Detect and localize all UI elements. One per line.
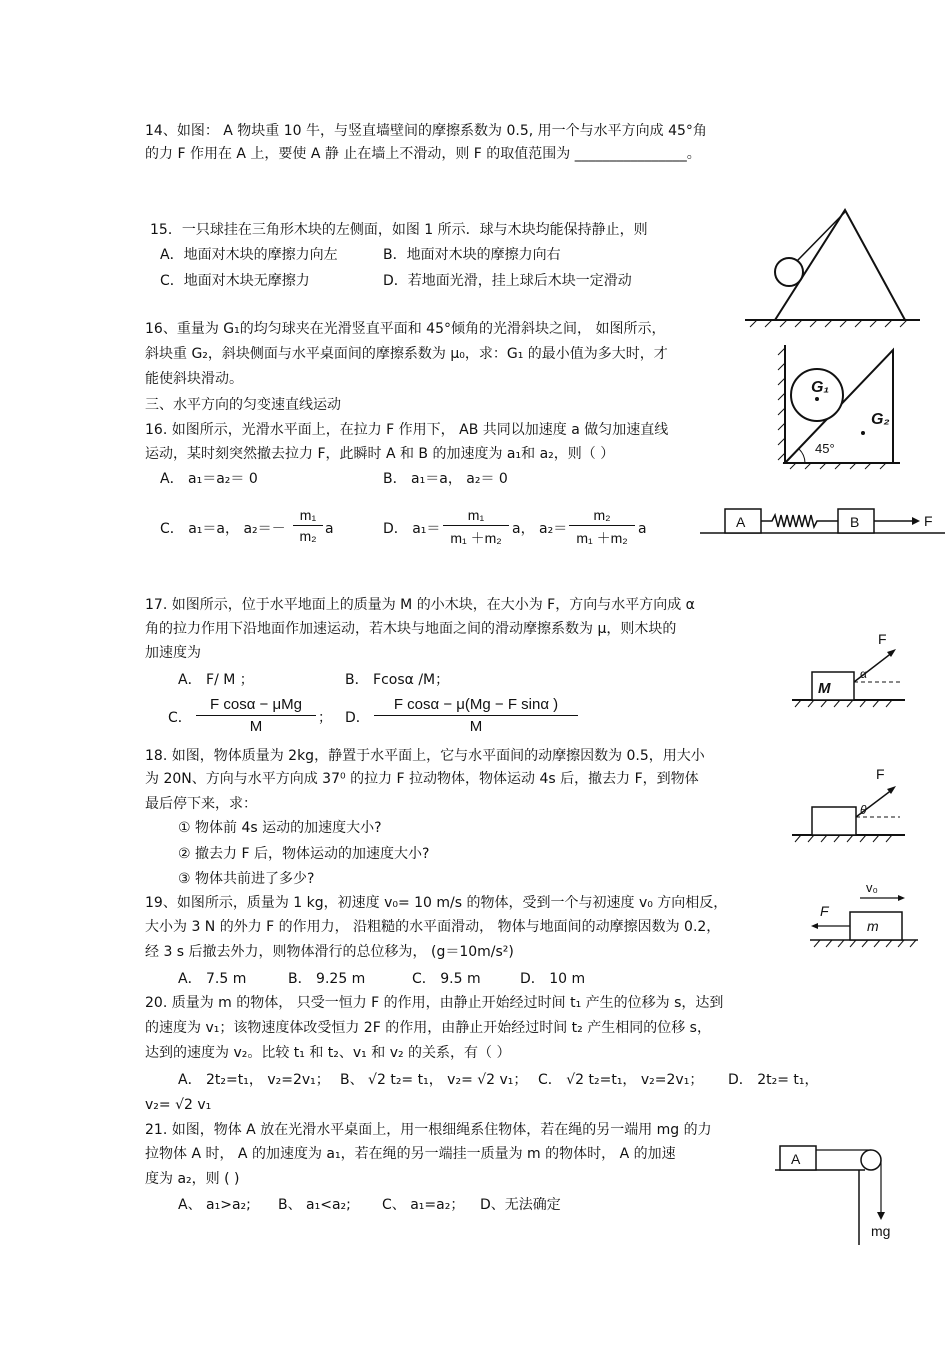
fraction-numerator: F cosα − μMg	[210, 696, 302, 713]
q16b-option-d-middle: a， a₂＝	[512, 521, 568, 537]
fraction-numerator: m₂	[593, 507, 611, 523]
q20-line1: 20. 质量为 m 的物体， 只受一恒力 F 的作用，由静止开始经过时间 t₁ 产生的位移为 s，达到	[145, 995, 724, 1011]
fraction-denominator: M	[469, 718, 483, 735]
q20-option-c: C． √2 t₂=t₁， v₂=2v₁；	[538, 1072, 704, 1088]
q16a-line1: 16、重量为 G₁的均匀球夹在光滑竖直平面和 45°倾角的光滑斜块之间， 如图所示，	[145, 321, 666, 337]
q16b-option-a: A． a₁＝a₂＝ 0	[160, 471, 258, 487]
q17-figure-block-pulled-at-angle	[790, 630, 915, 710]
q18-item-2: ② 撤去力 F 后，物体运动的加速度大小?	[178, 846, 430, 862]
q17-option-c-separator: ；	[318, 710, 332, 726]
q17-option-a: A． F/ M ；	[178, 672, 254, 688]
q18-item-3: ③ 物体共前进了多少?	[178, 871, 315, 887]
q14-line2: 的力 F 作用在 A 上，要使 A 静 止在墙上不滑动，则 F 的取值范围为 ________________。	[145, 146, 701, 162]
fig-weight-label: mg	[871, 1223, 891, 1239]
fig-g1-label: G₁	[811, 379, 830, 396]
fraction-denominator: M	[249, 718, 263, 735]
q17-line2: 角的拉力作用下沿地面作加速运动，若木块与地面之间的滑动摩擦系数为 μ，则木块的	[145, 621, 677, 637]
q17-option-c-fraction	[196, 696, 316, 735]
fig-force-label: F	[924, 513, 933, 529]
q15-stem: 15．一只球挂在三角形木块的左侧面，如图 1 所示．球与木块均能保持静止，则	[150, 222, 648, 238]
q17-line1: 17. 如图所示，位于水平地面上的质量为 M 的小木块，在大小为 F，方向与水平方向成 α	[145, 597, 695, 613]
q16b-option-d-prefix: D． a₁＝	[383, 521, 441, 537]
fig-theta-label: θ	[860, 803, 867, 817]
q18-line2: 为 20N、方向与水平方向成 37⁰ 的拉力 F 拉动物体，物体运动 4s 后，撤去力 F，到物体	[145, 771, 699, 787]
q17-option-d-fraction	[374, 696, 578, 735]
q21-line3: 度为 a₂，则 ( )	[145, 1171, 240, 1187]
q20-option-a: A． 2t₂=t₁， v₂=2v₁；	[178, 1072, 330, 1088]
fraction-numerator: m₁	[467, 507, 485, 523]
q21-option-a: A、 a₁>a₂;	[178, 1197, 251, 1213]
q16b-line1: 16. 如图所示，光滑水平面上，在拉力 F 作用下， AB 共同以加速度 a 做匀加速直线	[145, 422, 669, 438]
q19-option-a: A． 7.5 m	[178, 971, 247, 987]
q16b-option-c-prefix: C． a₁＝a， a₂＝－	[160, 521, 286, 537]
q16b-option-c-suffix: a	[325, 521, 334, 537]
q21-option-b: B、 a₁<a₂;	[278, 1197, 351, 1213]
q19-line2: 大小为 3 N 的外力 F 的作用力， 沿粗糙的水平面滑动， 物体与地面间的动摩擦因数为 0.2，	[145, 919, 721, 935]
q17-option-c-label: C．	[168, 710, 192, 726]
q15-figure-ball-on-wedge	[745, 205, 925, 330]
q18-line3: 最后停下来，求：	[145, 796, 257, 812]
fraction-denominator: m₁ ＋m₂	[576, 530, 628, 546]
q21-option-d: D、无法确定	[480, 1197, 561, 1213]
q16b-figure-spring-blocks	[700, 505, 945, 535]
q15-option-a: A．地面对木块的摩擦力向左	[160, 247, 338, 263]
fig-force-label: F	[820, 903, 829, 919]
q20-line3: 达到的速度为 v₂。比较 t₁ 和 t₂、v₁ 和 v₂ 的关系，有（ ）	[145, 1045, 511, 1061]
fig-g2-label: G₂	[871, 411, 890, 428]
fraction-numerator: F cosα − μ(Mg − F sinα )	[393, 696, 559, 713]
q15-option-b: B．地面对木块的摩擦力向右	[383, 247, 561, 263]
q16b-option-d-fraction-2	[569, 507, 635, 548]
q20-line2: 的速度为 v₁；该物速度体改受恒力 2F 的作用，由静止开始经过时间 t₂ 产生相同的位移 s，	[145, 1020, 711, 1036]
fig-block-a: A	[791, 1151, 801, 1167]
q14-line1: 14、如图： A 物块重 10 牛，与竖直墙壁间的摩擦系数为 0.5, 用一个与水平方向成 45°角	[145, 123, 707, 139]
q19-figure-block-with-opposing-force	[810, 878, 920, 950]
fig-block-b: B	[850, 514, 860, 530]
q17-option-b: B． Fcosα /M；	[345, 672, 450, 688]
fig-mass-label: m	[867, 918, 879, 934]
q19-line1: 19、如图所示，质量为 1 kg，初速度 v₀= 10 m/s 的物体，受到一个与初速度 v₀ 方向相反，	[145, 895, 728, 911]
q16a-figure-ball-between-wall-and-wedge	[775, 345, 905, 470]
q20-option-b: B、 √2 t₂= t₁， v₂= √2 v₁；	[340, 1072, 528, 1088]
fraction-denominator: m₁ ＋m₂	[450, 530, 502, 546]
q16b-option-b: B． a₁＝a， a₂＝ 0	[383, 471, 508, 487]
fig-alpha-label: α	[860, 667, 867, 681]
fig-angle-label: 45°	[815, 441, 835, 456]
q21-figure-pulley	[775, 1140, 895, 1250]
q21-line1: 21. 如图，物体 A 放在光滑水平桌面上，用一根细绳系住物体，若在绳的另一端用 mg 的力	[145, 1122, 712, 1138]
fig-mass-label: M	[818, 680, 831, 697]
q16a-line3: 能使斜块滑动。	[145, 371, 243, 387]
q16b-option-d-fraction-1	[443, 507, 509, 548]
q17-line3: 加速度为	[145, 645, 201, 661]
fig-force-label: F	[876, 766, 885, 782]
q20-option-d-continued: v₂= √2 v₁	[145, 1097, 212, 1113]
q19-line3: 经 3 s 后撤去外力，则物体滑行的总位移为， (g＝10m/s²)	[145, 944, 514, 960]
q16b-option-c-fraction	[293, 507, 323, 544]
q15-option-c: C．地面对木块无摩擦力	[160, 273, 310, 289]
q18-item-1: ① 物体前 4s 运动的加速度大小?	[178, 820, 382, 836]
q19-option-b: B． 9.25 m	[288, 971, 366, 987]
fraction-numerator: m₁	[299, 507, 317, 523]
q21-option-c: C、 a₁=a₂；	[382, 1197, 465, 1213]
q18-line1: 18. 如图，物体质量为 2kg，静置于水平面上，它与水平面间的动摩擦因数为 0.5，用大小	[145, 748, 705, 764]
q18-figure-block-pulled-at-angle	[790, 765, 915, 845]
q19-option-d: D． 10 m	[520, 971, 586, 987]
q20-option-d: D． 2t₂= t₁，	[728, 1072, 819, 1088]
q16a-line2: 斜块重 G₂，斜块侧面与水平桌面间的摩擦系数为 μ₀，求：G₁ 的最小值为多大时，才	[145, 346, 668, 362]
q21-line2: 拉物体 A 时， A 的加速度为 a₁，若在绳的另一端挂一质量为 m 的物体时， A 的加速	[145, 1146, 676, 1162]
fig-velocity-label: v₀	[866, 880, 878, 895]
q16b-line2: 运动，某时刻突然撤去拉力 F，此瞬时 A 和 B 的加速度为 a₁和 a₂，则（ ）	[145, 446, 615, 462]
fraction-denominator: m₂	[299, 528, 317, 544]
q16b-option-d-suffix: a	[638, 521, 647, 537]
section-title: 三、水平方向的匀变速直线运动	[145, 397, 341, 413]
q17-option-d-label: D．	[345, 710, 370, 726]
q19-option-c: C． 9.5 m	[412, 971, 481, 987]
q15-option-d: D．若地面光滑，挂上球后木块一定滑动	[383, 273, 632, 289]
fig-block-a: A	[736, 514, 746, 530]
fig-force-label: F	[878, 631, 887, 647]
